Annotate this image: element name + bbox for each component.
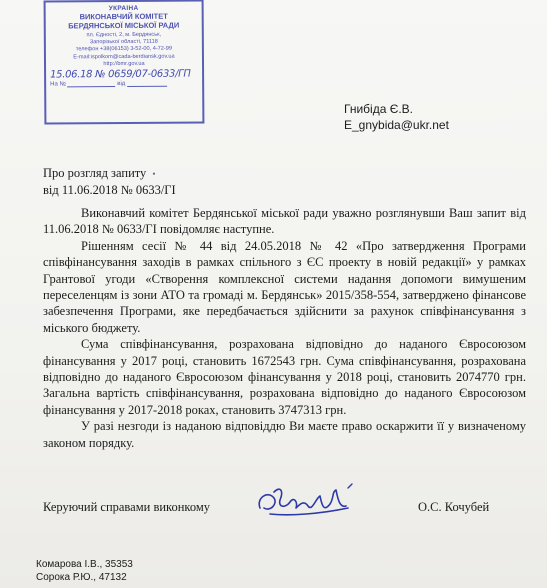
signatory-name: О.С. Кочубей xyxy=(418,500,490,514)
stamp-handwritten-number: 15.06.18 № 0659/07-0633/ГП xyxy=(50,68,191,81)
stamp-phone: телефон +38(06153) 3-52-00, 4-72-99 xyxy=(75,46,173,53)
signatory-position: Керуючий справами виконкому xyxy=(43,500,211,514)
recipient-name: Гнибіда Є.В. xyxy=(344,102,413,116)
contact-2: Сорока Р.Ю., 47132 xyxy=(36,572,127,583)
scan-mark-icon: • xyxy=(152,169,156,179)
stamp-council: БЕРДЯНСЬКОЇ МІСЬКОЇ РАДИ xyxy=(68,20,180,31)
paragraph-3: Сума співфінансування, розрахована відповідно до наданого Євросоюзом фінансування у 2017 році, становить 1672543 грн. Сума співфінансування, розрахована відповідно до наданого Євросоюзом фінансування у 2018 році, становить 2074770 грн. Загальна вартість співфінансування, розрахована відповідно до наданого Євросоюзом фінансування у 2017-2018 роках, становить 3747313 грн. xyxy=(43,337,526,417)
subject-line-2: від 11.06.2018 № 0633/ГІ xyxy=(43,183,176,197)
subject-block xyxy=(43,165,176,198)
letter-body xyxy=(43,205,526,451)
stamp-num-fill xyxy=(68,81,116,87)
stamp-address-2: Запорізької області, 71118 xyxy=(89,38,158,46)
paragraph-2: Рішенням сесії № 44 від 24.05.2018 № 42 «Про затвердження Програми співфінансування заходів в рамках спільного з ЄС проекту в новій редакції» у рамках Грантової угоди «Створення комплексної системи надання допомоги вимушеним переселенцям із зони АТО та громаді м. Бердянськ» 2015/358-554, затверджено фінансове забезпечення Програми, яке передбачається здійснити за рахунок співфінансування з міського бюджету. xyxy=(43,238,526,335)
stamp-country: УКРАЇНА xyxy=(108,4,139,13)
stamp-from-label: від xyxy=(117,81,126,88)
stamp-from-fill xyxy=(127,81,167,87)
subject-title: Про розгляд запиту xyxy=(43,166,147,180)
footer-contacts xyxy=(36,558,133,584)
stamp-num-label: На № xyxy=(50,81,66,88)
subject-line-1 xyxy=(43,165,176,182)
recipient-email: E_gnybida@ukr.net xyxy=(344,118,449,132)
contact-1: Комарова І.В., 35353 xyxy=(36,559,133,570)
stamp-email: E-mail:ispolkom@cada-berdiansk.gov.ua xyxy=(73,53,175,60)
stamp-site: http://bmr.gov.ua xyxy=(103,60,145,67)
recipient-block xyxy=(344,101,449,133)
stamp-address-1: пл. Єдності, 2, м. Бердянськ, xyxy=(86,31,162,39)
paragraph-4: У разі незгоди із наданою відповіддю Ви маєте право оскаржити її у визначеному законом порядку. xyxy=(43,419,526,450)
paragraph-1: Виконавчий комітет Бердянської міської ради уважно розглянувши Ваш запит від 11.06.2018 № 0633/ГІ повідомляє наступне. xyxy=(43,206,526,237)
handwritten-signature xyxy=(250,478,360,524)
stamp-committee: ВИКОНАВЧИЙ КОМІТЕТ xyxy=(79,11,168,22)
stamp-reference-line xyxy=(50,80,198,87)
official-stamp xyxy=(44,0,205,125)
